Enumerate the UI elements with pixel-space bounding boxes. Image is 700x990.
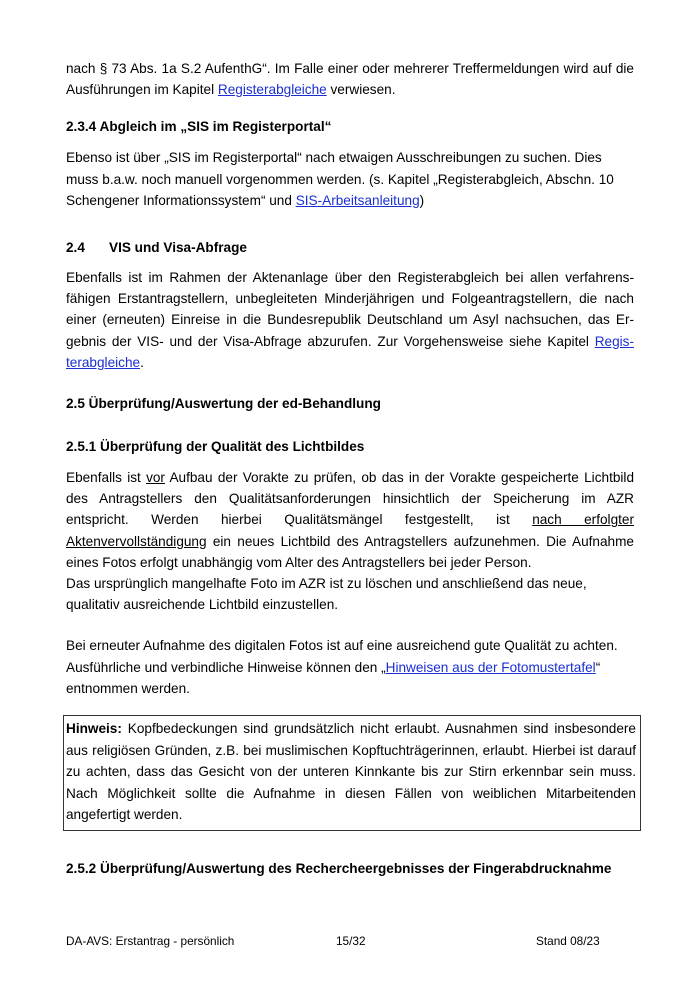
section-2-3-4-paragraph: Ebenso ist über „SIS im Registerportal“ nach etwaigen Ausschreibungen zu suchen. Dies muss b.a.w. noch manuell vorgenommen werden. (s. Kapitel „Registerabgleich, Abschn. 10 Schengener Informationssystem“ und SIS-Arbeitsanleitung)	[66, 150, 614, 208]
section-2-3-4-heading: 2.3.4 Abgleich im „SIS im Registerportal“	[66, 119, 332, 135]
section-2-4-paragraph: Ebenfalls ist im Rahmen der Aktenanlage über den Registerabgleich bei allen verfahrensfähigen Erstantragstellern, unbegleiteten Minderjährigen und Folgeantragstellern, die nach einer (erneuten) Einreise in die Bundesrepublik Deutschland um Asyl nachsuchen, das Ergebnis der VIS- und der Visa-Abfrage abzurufen. Zur Vorgehensweise siehe Kapitel Registerabgleiche.	[66, 270, 634, 370]
sis-arbeitsanleitung-link[interactable]: SIS-Arbeitsanleitung	[295, 192, 420, 208]
section-2-5-2-heading: 2.5.2 Überprüfung/Auswertung des Rechercheergebnisses der Fingerabdrucknahme	[66, 861, 612, 877]
section-2-5-1-paragraph-1: Ebenfalls ist vor Aufbau der Vorakte zu prüfen, ob das in der Vorakte gespeicherte Lichtbild des Antragstellers den Qualitätsanforderungen hinsichtlich der Speicherung im AZR entspricht. Werden hierbei Qualitätsmängel festgestellt, ist nach erfolgter Aktenvervollständigung ein neues Lichtbild des Antragstellers aufzunehmen. Die Aufnahme eines Fotos erfolgt unabhängig vom Alter des Antragstellers bei jeder Person.	[66, 470, 635, 570]
section-2-5-1-paragraph-2: Das ursprünglich mangelhafte Foto im AZR ist zu löschen und anschließend das neue, qualitativ ausreichende Lichtbild einzustellen.	[66, 576, 587, 613]
section-2-4-heading: 2.4 VIS und Visa-Abfrage	[66, 240, 247, 256]
page-footer	[66, 934, 636, 950]
footer-version: Stand 08/23	[536, 934, 600, 948]
section-2-5-1-heading: 2.5.1 Überprüfung der Qualität des Lichtbildes	[66, 439, 365, 455]
hint-label: Hinweis:	[66, 721, 122, 737]
document-page	[66, 58, 634, 879]
section-2-5-heading: 2.5 Überprüfung/Auswertung der ed-Behandlung	[66, 396, 381, 412]
hint-text: Hinweis: Kopfbedeckungen sind grundsätzlich nicht erlaubt. Ausnahmen sind insbesondere aus religiösen Gründen, z.B. bei muslimischen Kopftuchträgerinnen, erlaubt. Hierbei ist darauf zu achten, dass das Gesicht von der unteren Kinnkante bis zur Stirn erkennbar sein muss. Nach Möglichkeit sollte die Aufnahme in diesen Fällen von weiblichen Mitarbeitenden angefertigt werden.	[66, 721, 636, 823]
footer-page-number: 15/32	[336, 934, 366, 948]
registerabgleiche-link[interactable]: Registerabgleiche	[217, 82, 327, 98]
fotomustertafel-link[interactable]: Hinweisen aus der Fotomustertafel	[385, 659, 596, 675]
registerabgleiche-link-2[interactable]: Registerabgleiche	[66, 333, 634, 370]
section-2-5-1-paragraph-3: Bei erneuter Aufnahme des digitalen Fotos ist auf eine ausreichend gute Qualität zu achten. Ausführliche und verbindliche Hinweise können den „Hinweisen aus der Fotomustertafel“ entnommen werden.	[66, 638, 618, 696]
footer-document-title: DA-AVS: Erstantrag - persönlich	[66, 934, 235, 948]
hint-box	[63, 715, 641, 831]
intro-paragraph: nach § 73 Abs. 1a S.2 AufenthG“. Im Falle einer oder mehrerer Treffermeldungen wird auf die Ausführungen im Kapitel Registerabgleiche verwiesen.	[66, 61, 634, 98]
